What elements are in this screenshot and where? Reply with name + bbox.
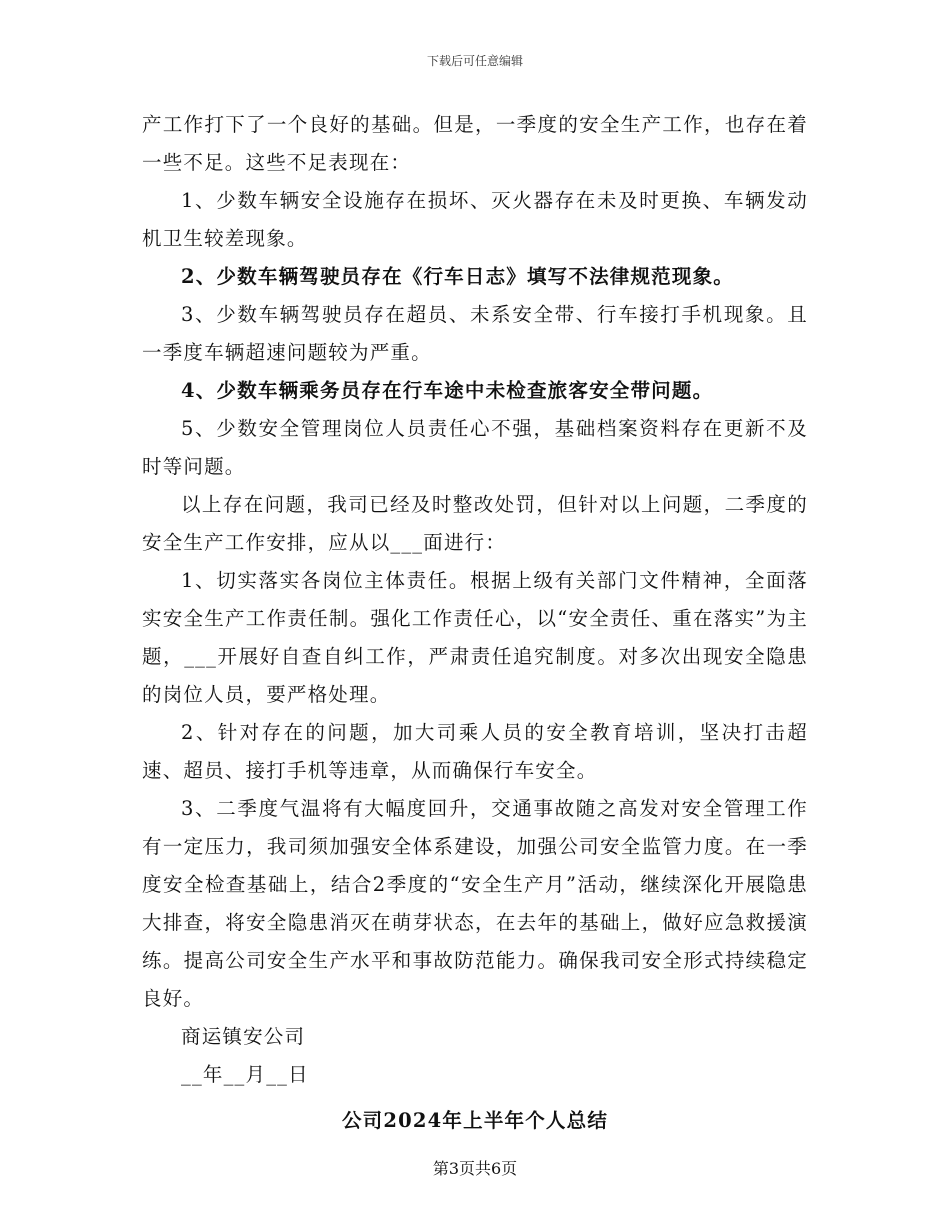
paragraph-plan-1: 1、切实落实各岗位主体责任。根据上级有关部门文件精神，全面落实安全生产工作责任制。强化工作责任心，以“安全责任、重在落实”为主题，___开展好自查自纠工作，严肃责任追究制度。对多次出现安全隐患的岗位人员，要严格处理。 xyxy=(142,569,808,706)
paragraph-issue-5: 5、少数安全管理岗位人员责任心不强，基础档案资料存在更新不及时等问题。 xyxy=(142,417,808,478)
paragraph-continuation: 产工作打下了一个良好的基础。但是，一季度的安全生产工作，也存在着一些不足。这些不足表现在： xyxy=(142,113,808,174)
signature-company: 商运镇安公司 xyxy=(181,1025,306,1048)
page-footer: 第3页共6页 xyxy=(432,1159,518,1178)
paragraph-issue-3: 3、少数车辆驾驶员存在超员、未系安全带、行车接打手机现象。且一季度车辆超速问题较为严重。 xyxy=(142,303,808,364)
paragraph-issue-4: 4、少数车辆乘务员存在行车途中未检查旅客安全带问题。 xyxy=(181,379,714,402)
document-body xyxy=(142,106,808,1140)
paragraph-plan-2: 2、针对存在的问题，加大司乘人员的安全教育培训，坚决打击超速、超员、接打手机等违章，从而确保行车安全。 xyxy=(142,721,808,782)
signature-date: __年__月__日 xyxy=(181,1063,309,1086)
paragraph-issue-2: 2、少数车辆驾驶员存在《行车日志》填写不法律规范现象。 xyxy=(181,265,734,288)
paragraph-plan-3: 3、二季度气温将有大幅度回升，交通事故随之高发对安全管理工作有一定压力，我司须加强安全体系建设，加强公司安全监管力度。在一季度安全检查基础上，结合2季度的“安全生产月”活动，继续深化开展隐患大排查，将安全隐患消灭在萌芽状态，在去年的基础上，做好应急救援演练。提高公司安全生产水平和事故防范能力。确保我司安全形式持续稳定良好。 xyxy=(142,797,808,1010)
paragraph-issue-1: 1、少数车辆安全设施存在损坏、灭火器存在未及时更换、车辆发动机卫生较差现象。 xyxy=(142,189,808,250)
page-header: 下载后可任意编辑 xyxy=(426,54,523,68)
section-title: 公司2024年上半年个人总结 xyxy=(341,1109,609,1132)
paragraph-plan-intro: 以上存在问题，我司已经及时整改处罚，但针对以上问题，二季度的安全生产工作安排，应从以___面进行： xyxy=(142,493,808,554)
